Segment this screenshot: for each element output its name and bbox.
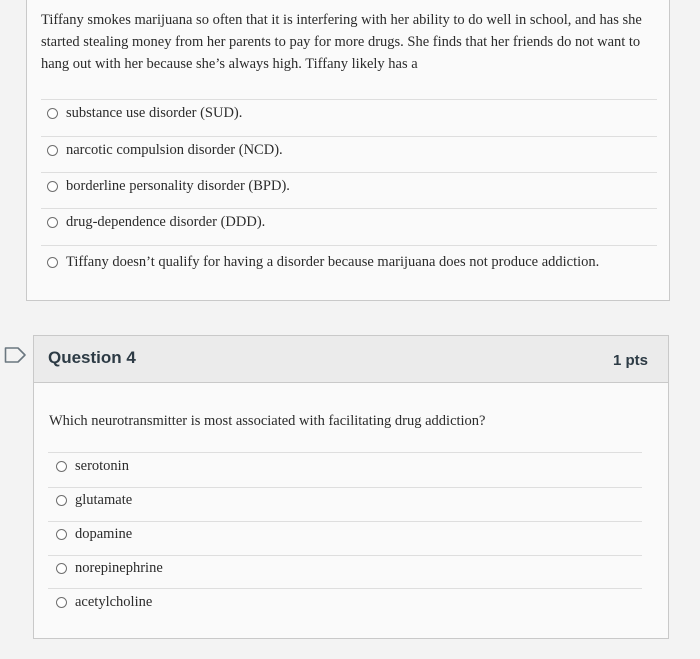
answer-label: substance use disorder (SUD). — [66, 105, 243, 121]
flag-question-icon[interactable] — [4, 346, 28, 364]
answer-option-sud[interactable] — [47, 105, 242, 122]
answer-option-norepinephrine[interactable] — [56, 560, 163, 577]
radio-button[interactable] — [56, 495, 67, 506]
answer-label: glutamate — [75, 492, 133, 508]
answer-divider — [48, 452, 642, 453]
answer-option-bpd[interactable] — [47, 178, 290, 195]
radio-button[interactable] — [56, 563, 67, 574]
answer-divider — [41, 245, 657, 246]
radio-button[interactable] — [56, 461, 67, 472]
answer-label: acetylcholine — [75, 594, 153, 610]
answer-label: borderline personality disorder (BPD). — [66, 178, 290, 194]
answer-option-serotonin[interactable] — [56, 458, 129, 475]
answer-label: Tiffany doesn’t qualify for having a disorder because marijuana does not produce addiction. — [66, 254, 600, 270]
answer-label: norepinephrine — [75, 560, 163, 576]
radio-button[interactable] — [56, 529, 67, 540]
answer-option-glutamate[interactable] — [56, 492, 132, 509]
answer-label: narcotic compulsion disorder (NCD). — [66, 142, 283, 158]
answer-option-dopamine[interactable] — [56, 526, 132, 543]
answer-divider — [48, 487, 642, 488]
answer-divider — [48, 521, 642, 522]
radio-button[interactable] — [47, 181, 58, 192]
answer-option-ncd[interactable] — [47, 142, 283, 159]
radio-button[interactable] — [56, 597, 67, 608]
answer-label: dopamine — [75, 526, 133, 542]
question-3-card — [26, 0, 670, 301]
answer-label: drug-dependence disorder (DDD). — [66, 214, 266, 230]
question-4-text: Which neurotransmitter is most associated with facilitating drug addiction? — [49, 413, 486, 429]
answer-label: serotonin — [75, 458, 129, 474]
question-4-card — [33, 335, 669, 639]
question-3-text: Tiffany smokes marijuana so often that it is interfering with her ability to do well in school, and has she started stealing money from her parents to pay for more drugs. She finds that her friends do not want to hang out with her because she’s always high. Tiffany likely has a — [41, 12, 642, 72]
radio-button[interactable] — [47, 217, 58, 228]
radio-button[interactable] — [47, 145, 58, 156]
question-points: 1 pts — [612, 352, 648, 369]
answer-divider — [41, 208, 657, 209]
answer-divider — [48, 588, 642, 589]
answer-option-acetylcholine[interactable] — [56, 594, 152, 611]
answer-option-no-disorder[interactable] — [47, 254, 599, 271]
question-header — [34, 336, 668, 383]
answer-divider — [41, 99, 657, 100]
answer-divider — [41, 172, 657, 173]
answer-divider — [41, 136, 657, 137]
question-title: Question 4 — [48, 348, 136, 367]
answer-divider — [48, 555, 642, 556]
radio-button[interactable] — [47, 108, 58, 119]
radio-button[interactable] — [47, 257, 58, 268]
answer-option-ddd[interactable] — [47, 214, 265, 231]
